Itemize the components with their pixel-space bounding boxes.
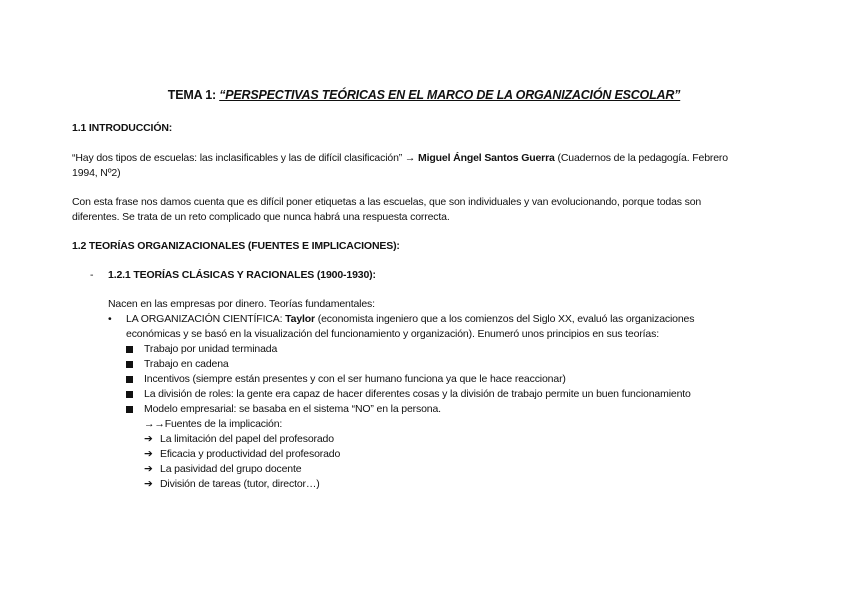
arrow-icon: ➔ xyxy=(144,463,153,475)
square-bullet-icon xyxy=(126,346,133,353)
arrow-icon: ➔ xyxy=(144,478,153,490)
principle-item: Trabajo por unidad terminada xyxy=(126,342,277,356)
implication-item: ➔ División de tareas (tutor, director…) xyxy=(144,478,320,490)
org-line-2: económicas y se basó en la visualización del funcionamiento y organización). Enumeró unos principios en sus teorías: xyxy=(126,328,659,340)
sources-label: →→Fuentes de la implicación: xyxy=(144,418,283,430)
org-name: Taylor xyxy=(285,313,315,325)
quote-author: Miguel Ángel Santos Guerra xyxy=(418,152,555,164)
title-prefix: TEMA 1: xyxy=(167,88,220,102)
implication-item: ➔ La limitación del papel del profesorado xyxy=(144,433,334,445)
born-text: Nacen en las empresas por dinero. Teorías fundamentales: xyxy=(108,298,375,310)
principle-item: La división de roles: la gente era capaz de hacer diferentes cosas y la división de trabajo permite un buen funcionamiento xyxy=(126,387,691,401)
arrow-icon: ➔ xyxy=(144,448,153,460)
dash-marker: - xyxy=(90,269,94,281)
org-line-1 xyxy=(126,312,694,326)
quote-line-1 xyxy=(72,151,728,165)
arrow-icon: ➔ xyxy=(144,433,153,445)
square-bullet-icon xyxy=(126,376,133,383)
heading-introduccion: 1.1 INTRODUCCIÓN: xyxy=(72,122,173,134)
square-bullet-icon xyxy=(126,391,133,398)
intro-paragraph-line-1: Con esta frase nos damos cuenta que es difícil poner etiquetas a las escuelas, que son individuales y van evolucionando, porque todas son xyxy=(72,196,702,208)
title-main: “PERSPECTIVAS TEÓRICAS EN EL MARCO DE LA ORGANIZACIÓN ESCOLAR” xyxy=(219,88,681,102)
implication-item: ➔ La pasividad del grupo docente xyxy=(144,463,302,475)
quote-text: “Hay dos tipos de escuelas: las inclasificables y las de difícil clasificación” → xyxy=(72,152,419,164)
document-title xyxy=(0,88,848,102)
org-rest: (economista ingeniero que a los comienzos del Siglo XX, evaluó las organizaciones xyxy=(315,313,695,325)
quote-source: (Cuadernos de la pedagogía. Febrero xyxy=(554,152,728,164)
intro-paragraph-line-2: diferentes. Se trata de un reto complicado que nunca habrá una respuesta correcta. xyxy=(72,211,450,223)
bullet-dot: • xyxy=(108,313,112,325)
heading-teorias: 1.2 TEORÍAS ORGANIZACIONALES (FUENTES E IMPLICACIONES): xyxy=(72,240,400,252)
quote-line-2: 1994, Nº2) xyxy=(72,167,121,179)
principle-item: Incentivos (siempre están presentes y con el ser humano funciona ya que le hace reaccionar) xyxy=(126,372,566,386)
implication-item: ➔ Eficacia y productividad del profesorado xyxy=(144,448,341,460)
principle-item: Trabajo en cadena xyxy=(126,357,229,371)
org-prefix: LA ORGANIZACIÓN CIENTÍFICA: xyxy=(126,313,286,325)
square-bullet-icon xyxy=(126,361,133,368)
principle-item: Modelo empresarial: se basaba en el sistema “NO” en la persona. xyxy=(126,402,441,416)
square-bullet-icon xyxy=(126,406,133,413)
heading-teorias-clasicas: 1.2.1 TEORÍAS CLÁSICAS Y RACIONALES (1900-1930): xyxy=(108,269,376,281)
